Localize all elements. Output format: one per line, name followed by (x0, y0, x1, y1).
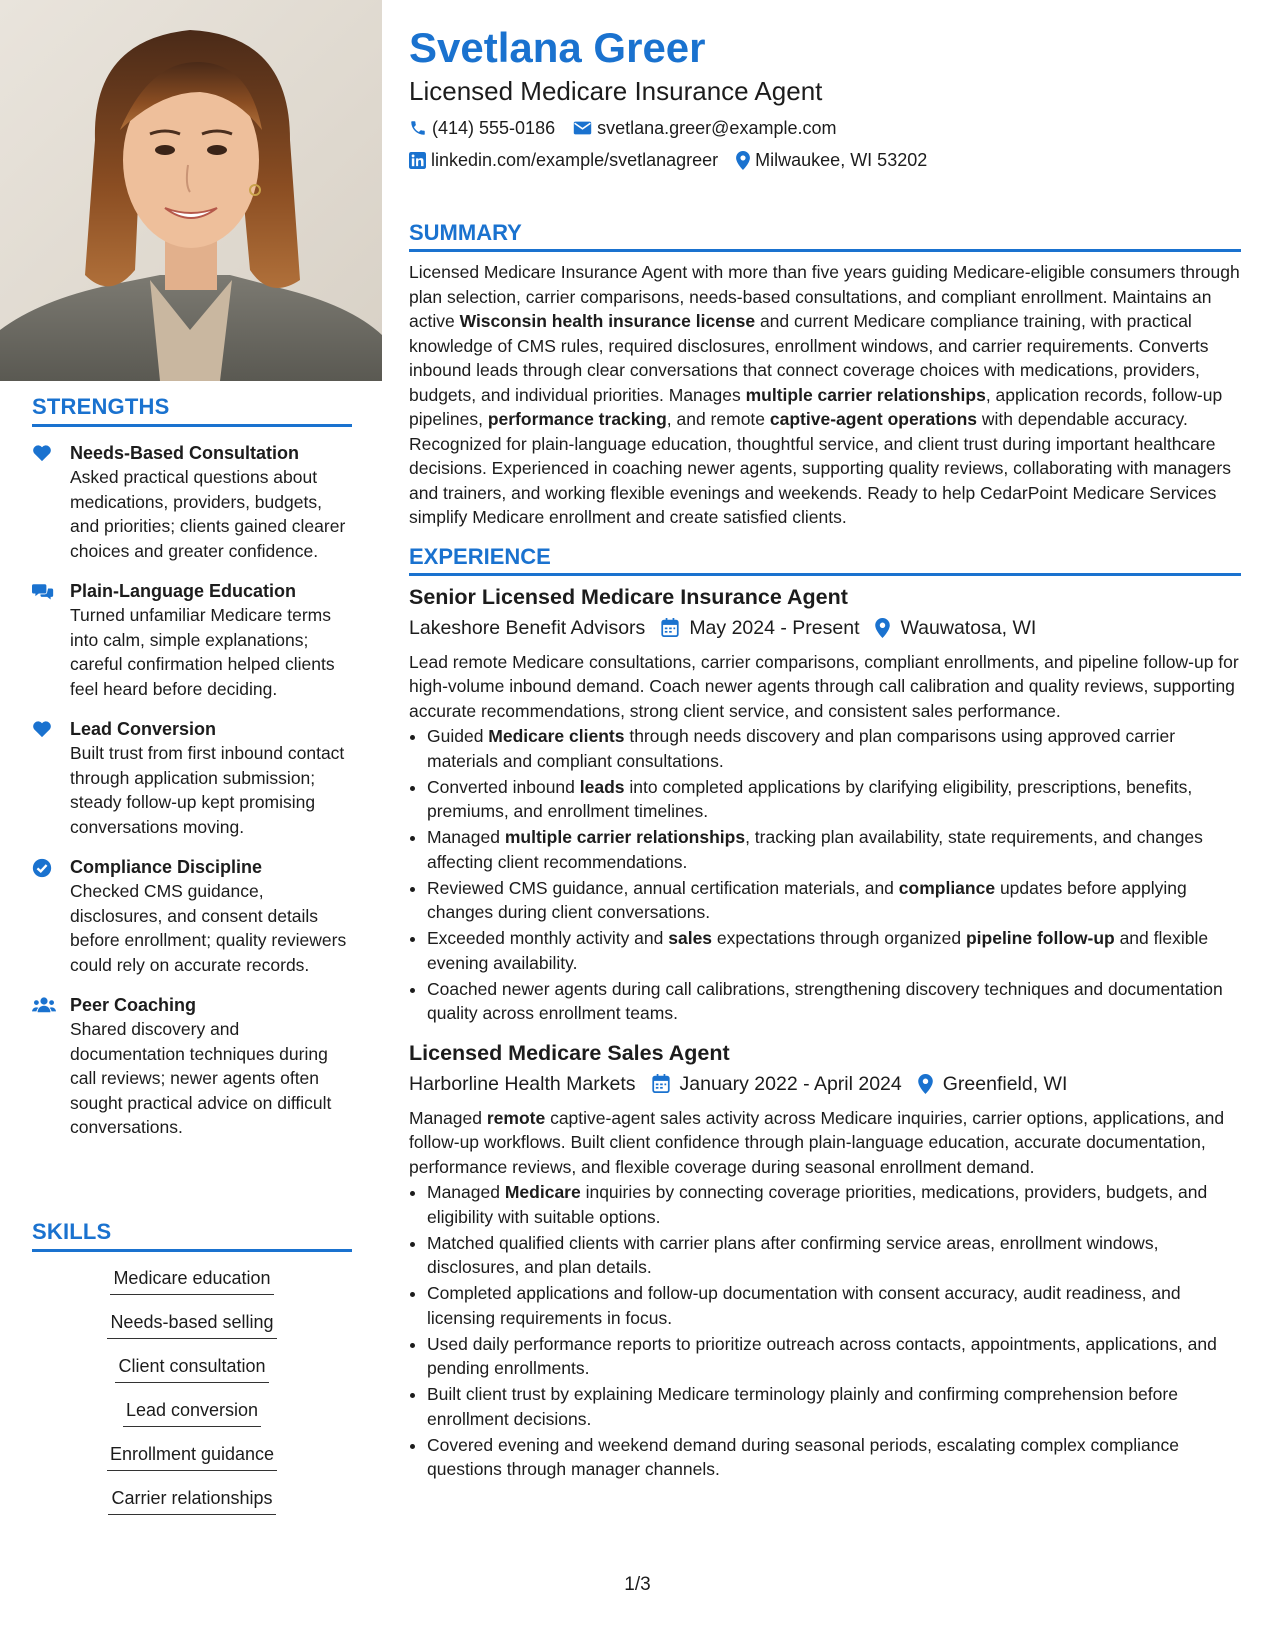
linkedin-icon (409, 152, 426, 169)
bold-text: compliance (898, 877, 996, 898)
experience-heading: EXPERIENCE (409, 544, 1241, 576)
text-run: updates before applying changes during client conversations. (427, 877, 1187, 922)
contact-row-2 (409, 144, 1241, 176)
strengths-list (32, 441, 352, 1140)
skills-list (32, 1266, 352, 1530)
text-run: Converted inbound (427, 776, 580, 797)
text-run: Lead remote Medicare consultations, carrier comparisons, compliant enrollments, and pipeline follow-up for high-volume inbound demand. Coach newer agents through call calibration and quality reviews, supporting accurate recommendations, strong client service, and consistent sales performance. (409, 651, 1239, 721)
bullet-item (427, 977, 1241, 1026)
summary-section (409, 220, 1241, 530)
bullet-item (427, 724, 1241, 773)
jobs-list (409, 582, 1241, 1482)
job-company (409, 612, 645, 644)
job-location (918, 1068, 1068, 1100)
skill-tag: Needs-based selling (107, 1310, 276, 1339)
main-column (409, 22, 1241, 1483)
strength-description: Asked practical questions about medications, providers, budgets, and priorities; clients gained clearer choices and greater confidence. (70, 467, 346, 561)
calendar-icon (652, 1074, 670, 1093)
strength-name: Peer Coaching (70, 995, 197, 1015)
text-run: expectations through organized (712, 928, 966, 948)
text-run: inquiries by connecting coverage priorities, medications, providers, budgets, and eligibility with suitable options. (427, 1182, 1208, 1227)
text-run: Covered evening and weekend demand during seasonal periods, escalating complex compliance questions through manager channels. (427, 1434, 1179, 1479)
strength-name: Plain-Language Education (70, 581, 297, 601)
text-run: Managed (427, 1182, 505, 1202)
strength-description: Shared discovery and documentation techniques during call reviews; newer agents often sought practical advice on difficult conversations. (70, 1019, 332, 1137)
person-role: Licensed Medicare Insurance Agent (409, 76, 823, 106)
bold-text: multiple carrier relationships (504, 827, 746, 847)
company-name: Lakeshore Benefit Advisors (409, 616, 646, 639)
check-circle-icon (32, 858, 54, 876)
bold-text: captive-agent operations (769, 409, 978, 429)
heart-icon (32, 444, 54, 462)
bullet-item (427, 1281, 1241, 1330)
job-entry (409, 582, 1241, 1026)
phone-icon (409, 119, 427, 137)
job-title: Senior Licensed Medicare Insurance Agent (409, 584, 848, 609)
bullet-item (427, 825, 1241, 874)
linkedin-item[interactable] (409, 144, 718, 176)
map-pin-icon (736, 151, 750, 170)
text-run: , application records, follow-up pipelines, (409, 384, 1223, 429)
chat-bubbles-icon (32, 582, 54, 600)
bold-text: remote (486, 1107, 546, 1128)
text-run: with dependable accuracy. Recognized for plain-language education, thoughtful service, and client trust during important healthcare decisions. Experienced in coaching newer agents, supporting quality reviews, collaborating with managers and trainers, and working flexible evenings and weekends. Ready to help CedarPoint Medicare Services simplify Medicare enrollment and create satisfied clients. (409, 409, 1231, 527)
job-meta (409, 1068, 1241, 1100)
skills-section (32, 1219, 352, 1530)
strength-item (32, 717, 352, 839)
job-dates (652, 1068, 902, 1100)
bold-text: multiple carrier relationships (745, 384, 986, 405)
location-text: Greenfield, WI (942, 1072, 1068, 1095)
text-run: Licensed Medicare Insurance Agent with more than five years guiding Medicare-eligible consumers through plan selection, carrier comparisons, needs-based consultations, and compliant enrollment. Maintains an active (409, 262, 1240, 331)
text-run: Completed applications and follow-up documentation with consent accuracy, audit readiness, and licensing requirements in focus. (427, 1283, 1181, 1328)
bullet-item (427, 1382, 1241, 1431)
strength-description: Checked CMS guidance, disclosures, and consent details before enrollment; quality reviewers could rely on accurate records. (70, 881, 347, 975)
skills-heading: SKILLS (32, 1219, 352, 1252)
text-run: through needs discovery and plan comparisons using approved carrier materials and compliant consultations. (427, 726, 1176, 771)
strength-name: Needs-Based Consultation (70, 443, 300, 463)
location-item (736, 144, 927, 176)
job-intro (409, 650, 1241, 724)
bold-text: pipeline follow-up (965, 928, 1115, 948)
phone-item[interactable] (409, 112, 555, 144)
location-text: Wauwatosa, WI (900, 616, 1037, 639)
strength-name: Compliance Discipline (70, 857, 263, 877)
experience-section (409, 544, 1241, 1482)
skill-tag: Medicare education (110, 1266, 273, 1295)
contact-row-1 (409, 112, 1241, 144)
bullet-item (427, 1332, 1241, 1381)
bullet-item (427, 775, 1241, 824)
users-icon (32, 996, 54, 1014)
job-bullets (409, 724, 1241, 1026)
strength-description: Built trust from first inbound contact through application submission; steady follow-up kept promising conversations moving. (70, 743, 345, 837)
company-name: Harborline Health Markets (409, 1072, 636, 1095)
strength-name: Lead Conversion (70, 719, 217, 739)
bullet-item (427, 1231, 1241, 1280)
text-run: Matched qualified clients with carrier plans after confirming service areas, enrollment windows, disclosures, and plan details. (427, 1232, 1159, 1277)
bullet-item (427, 876, 1241, 925)
envelope-icon (573, 120, 592, 136)
strength-item (32, 441, 352, 563)
strengths-heading: STRENGTHS (32, 394, 352, 427)
job-meta (409, 612, 1241, 644)
strength-item (32, 855, 352, 977)
text-run: and flexible evening availability. (427, 928, 1209, 973)
text-run: Guided (427, 726, 489, 746)
text-run: Coached newer agents during call calibrations, strengthening discovery techniques and documentation quality across enrollment teams. (427, 978, 1223, 1023)
location-text: Milwaukee, WI 53202 (755, 150, 928, 170)
map-pin-icon (918, 1074, 933, 1094)
heart-icon (32, 720, 54, 738)
strength-item (32, 579, 352, 701)
bold-text: Wisconsin health insurance license (459, 311, 756, 331)
job-location (875, 612, 1036, 644)
bullet-item (427, 1433, 1241, 1482)
job-entry (409, 1038, 1241, 1482)
job-title: Licensed Medicare Sales Agent (409, 1040, 730, 1065)
person-name: Svetlana Greer (409, 24, 706, 71)
summary-text (409, 260, 1241, 530)
strength-item (32, 993, 352, 1140)
text-run: , tracking plan availability, state requirements, and changes affecting client recommendations. (427, 827, 1203, 872)
text-run: Exceeded monthly activity and (427, 928, 669, 948)
job-dates (661, 612, 859, 644)
text-run: Managed (409, 1107, 487, 1128)
strengths-section (32, 394, 352, 1140)
strength-description: Turned unfamiliar Medicare terms into calm, simple explanations; careful confirmation helped clients feel heard before deciding. (70, 605, 335, 699)
summary-heading: SUMMARY (409, 220, 1241, 252)
text-run: , and remote (666, 409, 770, 429)
job-company (409, 1068, 636, 1100)
text-run: into completed applications by clarifying eligibility, prescriptions, benefits, premiums, and enrollment timelines. (427, 776, 1193, 821)
linkedin-text: linkedin.com/example/svetlanagreer (431, 150, 719, 170)
bold-text: leads (579, 776, 625, 797)
skill-tag: Client consultation (115, 1354, 268, 1383)
job-bullets (409, 1180, 1241, 1482)
bold-text: performance tracking (487, 409, 667, 429)
text-run: Built client trust by explaining Medicare terminology plainly and confirming comprehension before enrollment decisions. (427, 1384, 1178, 1429)
text-run: Managed (427, 827, 505, 847)
bullet-item (427, 926, 1241, 975)
skill-tag: Carrier relationships (108, 1486, 275, 1515)
calendar-icon (661, 618, 679, 637)
bold-text: Medicare (504, 1182, 581, 1202)
email-text: svetlana.greer@example.com (597, 118, 837, 138)
text-run: captive-agent sales activity across Medicare inquiries, carrier options, applications, and follow-up workflows. Built client confidence through plain-language education, accurate documentation, performance reviews, and flexible coverage during seasonal enrollment demand. (409, 1107, 1225, 1177)
dates-text: May 2024 - Present (689, 616, 860, 639)
email-item[interactable] (573, 112, 836, 144)
bold-text: sales (668, 928, 713, 948)
skill-tag: Enrollment guidance (107, 1442, 277, 1471)
profile-photo (0, 0, 382, 381)
dates-text: January 2022 - April 2024 (679, 1072, 902, 1095)
bullet-item (427, 1180, 1241, 1229)
job-intro (409, 1106, 1241, 1180)
bold-text: Medicare clients (488, 726, 625, 746)
text-run: Used daily performance reports to prioritize outreach across contacts, appointments, applications, and pending enrollments. (427, 1333, 1217, 1378)
sidebar (0, 0, 382, 1650)
page-number: 1/3 (624, 1574, 651, 1595)
skill-tag: Lead conversion (123, 1398, 261, 1427)
map-pin-icon (875, 618, 890, 638)
text-run: and current Medicare compliance training, with practical knowledge of CMS rules, required disclosures, enrollment windows, and carrier requirements. Converts inbound leads through clear conversations that connect coverage choices with medications, providers, budgets, and individual priorities. Manages (409, 311, 1209, 405)
text-run: Reviewed CMS guidance, annual certification materials, and (427, 877, 899, 898)
phone-text: (414) 555-0186 (432, 118, 556, 138)
